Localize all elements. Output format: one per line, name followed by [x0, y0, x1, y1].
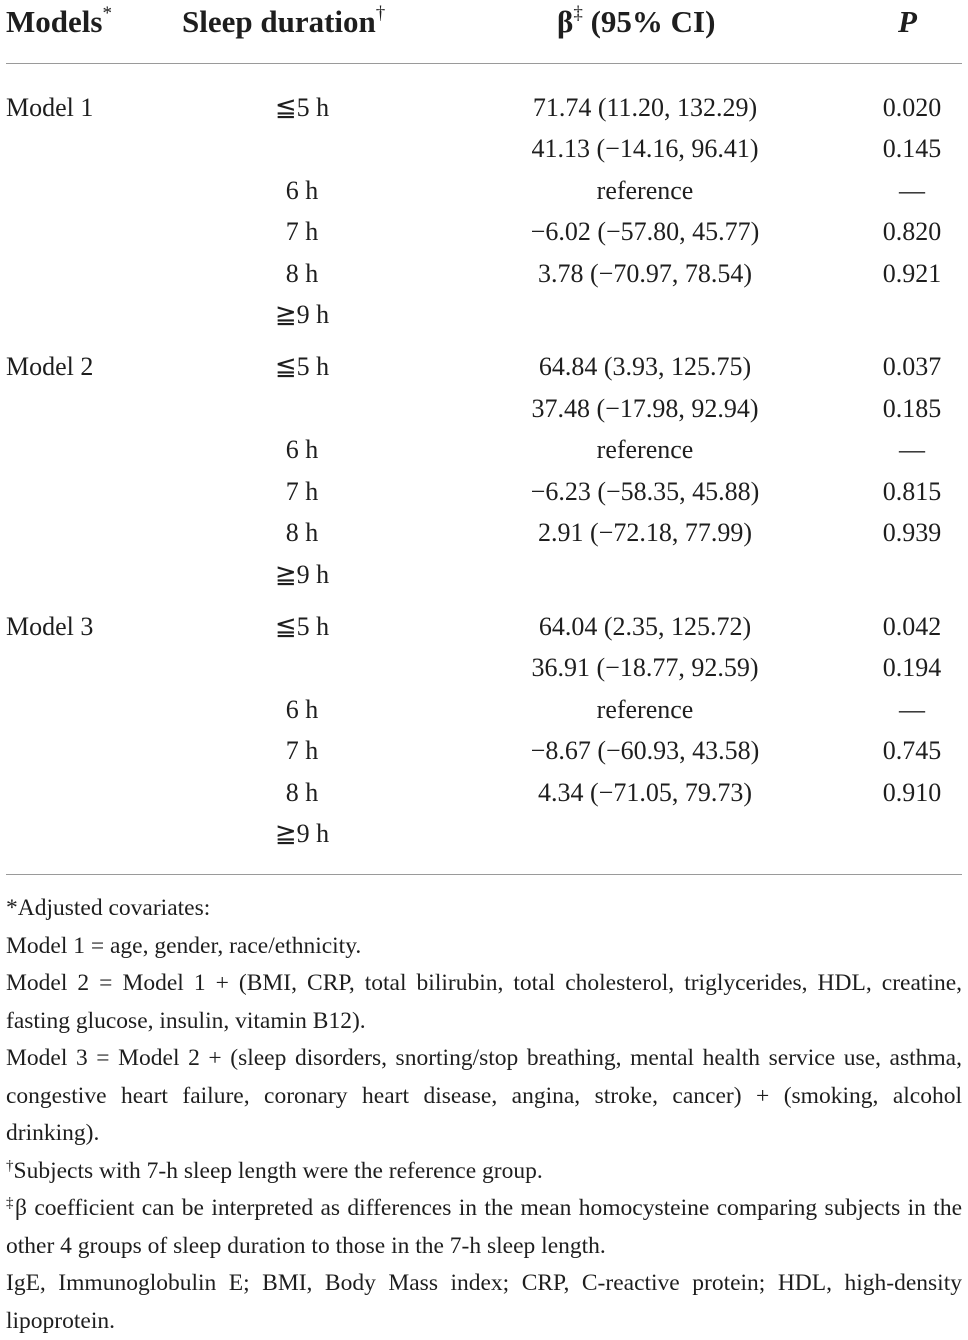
sleep-cell: ≦5 h	[274, 612, 330, 641]
footnote-dagger-text: Subjects with 7-h sleep length were the reference group.	[13, 1157, 543, 1184]
beta-cell: reference	[596, 695, 694, 724]
footnote-abbreviations: IgE, Immunoglobulin E; BMI, Body Mass index; CRP, C-reactive protein; HDL, high-density lipoprotein.	[6, 1270, 962, 1334]
table-row	[0, 690, 968, 730]
beta-cell: −6.02 (−57.80, 45.77)	[530, 217, 760, 246]
sleep-cell: 7 h	[285, 736, 319, 765]
table-row	[0, 731, 968, 771]
dagger-mark: †	[6, 1157, 14, 1174]
footnote-adjusted-covariates: *Adjusted covariates:	[6, 895, 211, 921]
table-row	[0, 555, 968, 595]
beta-cell: 4.34 (−71.05, 79.73)	[538, 778, 752, 807]
sleep-cell: 7 h	[285, 477, 319, 506]
sleep-cell: ≧9 h	[274, 560, 330, 589]
beta-cell: −6.23 (−58.35, 45.88)	[530, 477, 760, 506]
header-sleep-duration	[182, 0, 385, 44]
table-row	[0, 430, 968, 470]
p-cell: —	[899, 435, 925, 464]
footnote-model-3: Model 3 = Model 2 + (sleep disorders, snorting/stop breathing, mental health service use, asthma, congestive heart failure, coronary heart disease, angina, stroke, cancer) + (smoking, alcohol drinking).	[6, 1045, 962, 1146]
beta-cell: −8.67 (−60.93, 43.58)	[530, 736, 760, 765]
model-cell: Model 2	[6, 352, 94, 381]
p-cell: 0.020	[882, 93, 942, 122]
header-models-footnote-mark: *	[102, 3, 112, 24]
p-cell: 0.037	[882, 352, 942, 381]
table-row	[0, 814, 968, 854]
sleep-cell: ≧9 h	[274, 819, 330, 848]
table-row	[0, 773, 968, 813]
table-row	[0, 513, 968, 553]
p-cell: 0.820	[882, 217, 942, 246]
footnote-double-dagger	[6, 1190, 962, 1265]
p-cell: 0.815	[882, 477, 942, 506]
sleep-cell: ≦5 h	[274, 93, 330, 122]
table-footnotes	[6, 890, 962, 1340]
table-row	[0, 88, 968, 128]
table-row	[0, 648, 968, 688]
header-beta-ci	[557, 0, 715, 44]
sleep-cell: 7 h	[285, 217, 319, 246]
header-beta-ci-label: (95% CI)	[582, 4, 716, 39]
sleep-cell: 8 h	[285, 518, 319, 547]
header-sleep-label: Sleep duration	[182, 4, 376, 39]
beta-cell: 2.91 (−72.18, 77.99)	[538, 518, 752, 547]
sleep-cell: 8 h	[285, 778, 319, 807]
beta-cell: 64.84 (3.93, 125.75)	[538, 352, 752, 381]
table-bottom-rule	[6, 874, 962, 875]
footnote-model-1: Model 1 = age, gender, race/ethnicity.	[6, 932, 362, 959]
table-row	[0, 295, 968, 335]
p-cell: 0.042	[882, 612, 942, 641]
table-row	[0, 347, 968, 387]
table-row	[0, 171, 968, 211]
table-row	[0, 389, 968, 429]
header-rule	[6, 63, 962, 64]
table-row	[0, 472, 968, 512]
p-cell: 0.910	[882, 778, 942, 807]
table-row	[0, 212, 968, 252]
header-models	[6, 0, 112, 44]
p-cell: 0.921	[882, 259, 942, 288]
p-cell: 0.939	[882, 518, 942, 547]
p-cell: 0.145	[882, 134, 942, 163]
beta-cell: 64.04 (2.35, 125.72)	[538, 612, 752, 641]
sleep-cell: 6 h	[285, 176, 319, 205]
model-cell: Model 1	[6, 93, 94, 122]
beta-cell: reference	[596, 176, 694, 205]
beta-cell: 37.48 (−17.98, 92.94)	[531, 394, 759, 423]
beta-cell: 36.91 (−18.77, 92.59)	[531, 653, 759, 682]
beta-cell: 3.78 (−70.97, 78.54)	[538, 259, 752, 288]
double-dagger-mark: ‡	[6, 1195, 16, 1211]
header-beta-symbol: β	[557, 4, 574, 39]
table-row	[0, 607, 968, 647]
footnote-dagger	[6, 1153, 962, 1191]
beta-cell: reference	[596, 435, 694, 464]
header-models-label: Models	[6, 4, 103, 39]
table-row	[0, 254, 968, 294]
sleep-cell: 6 h	[285, 435, 319, 464]
sleep-cell: ≧9 h	[274, 300, 330, 329]
header-sleep-footnote-mark: †	[375, 3, 386, 24]
p-cell: 0.185	[882, 394, 942, 423]
footnote-double-dagger-text: β coefficient can be interpreted as differences in the mean homocysteine comparing subjects in the other 4 groups of sleep duration to those in the 7-h sleep length.	[6, 1195, 963, 1259]
beta-cell: 41.13 (−14.16, 96.41)	[531, 134, 759, 163]
p-cell: —	[899, 176, 925, 205]
p-cell: 0.194	[882, 653, 942, 682]
beta-cell: 71.74 (11.20, 132.29)	[532, 93, 758, 122]
header-p: P	[898, 4, 917, 39]
footnote-model-2: Model 2 = Model 1 + (BMI, CRP, total bilirubin, total cholesterol, triglycerides, HDL, creatine, fasting glucose, insulin, vitamin B12).	[6, 970, 962, 1034]
sleep-cell: ≦5 h	[274, 352, 330, 381]
table-row	[0, 129, 968, 169]
model-cell: Model 3	[6, 612, 94, 641]
sleep-cell: 6 h	[285, 695, 319, 724]
p-cell: 0.745	[882, 736, 942, 765]
p-cell: —	[899, 695, 925, 724]
header-beta-footnote-mark: ‡	[573, 3, 583, 24]
sleep-cell: 8 h	[285, 259, 319, 288]
